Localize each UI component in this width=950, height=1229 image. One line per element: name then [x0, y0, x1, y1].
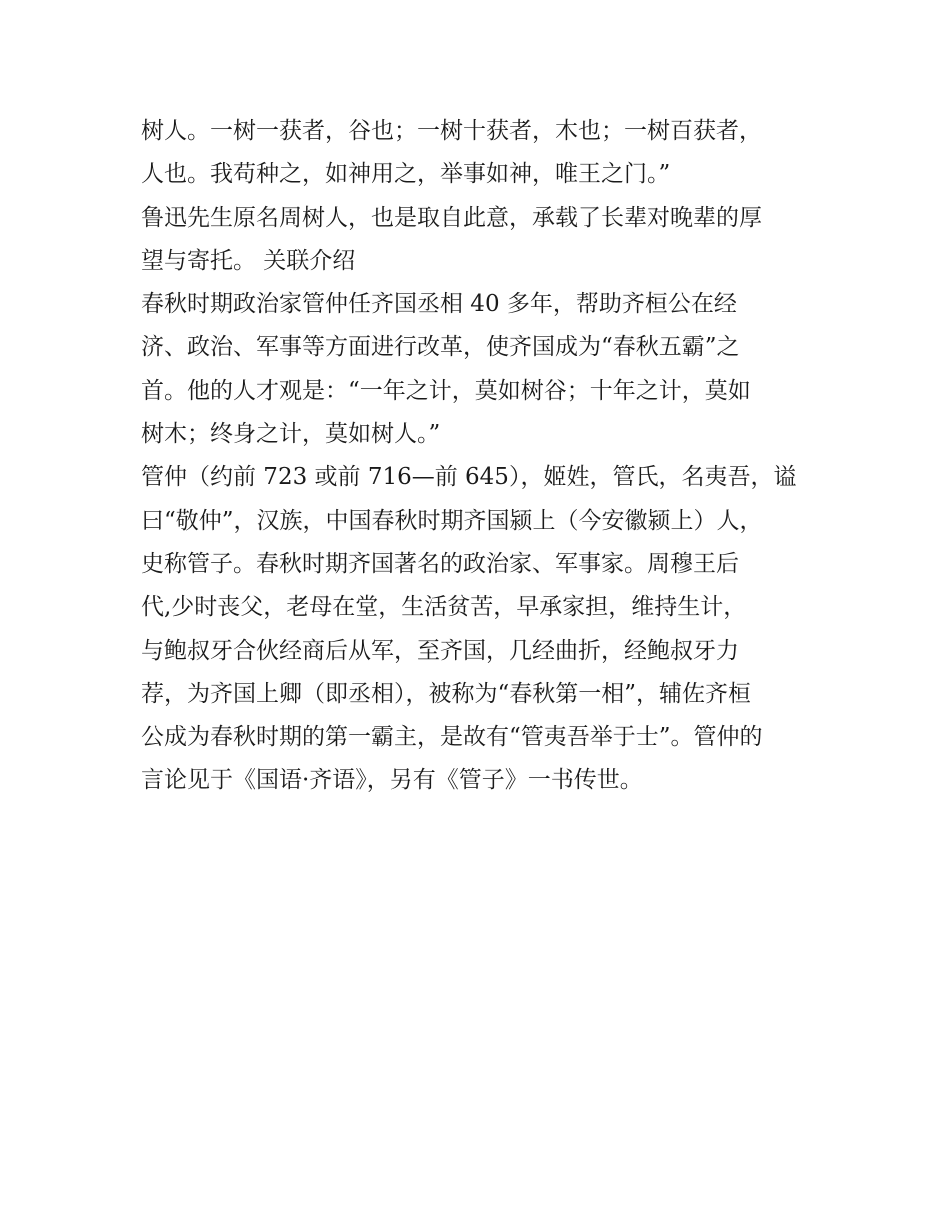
text-line: 人也。我苟种之，如神用之，举事如神，唯王之门。” — [141, 161, 671, 188]
text-line: 春秋时期政治家管仲任齐国丞相 40 多年，帮助齐桓公在经 — [141, 291, 737, 318]
text-line: 树人。一树一获者，谷也；一树十获者，木也；一树百获者， — [141, 118, 762, 144]
paragraph-1 — [141, 110, 821, 197]
text-line: 言论见于《国语·齐语》，另有《管子》一书传世。 — [141, 767, 643, 794]
document-body — [141, 110, 821, 803]
paragraph-4 — [141, 456, 821, 802]
text-line: 代,少时丧父，老母在堂，生活贫苦，早承家担，维持生计， — [141, 594, 747, 621]
text-line: 首。他的人才观是：“一年之计，莫如树谷；十年之计，莫如 — [141, 377, 751, 404]
text-line: 鲁迅先生原名周树人，也是取自此意，承载了长辈对晚辈的厚 — [141, 204, 762, 231]
text-line: 公成为春秋时期的第一霸主，是故有“管夷吾举于士”。管仲的 — [141, 724, 763, 751]
paragraph-3 — [141, 283, 821, 456]
text-line: 管仲（约前 723 或前 716—前 645），姬姓，管氏，名夷吾，谥 — [141, 464, 797, 491]
text-line: 望与寄托。 关联介绍 — [141, 247, 356, 274]
paragraph-2 — [141, 197, 821, 284]
text-line: 曰“敬仲”，汉族，中国春秋时期齐国颍上（今安徽颍上）人， — [141, 507, 763, 534]
text-line: 荐，为齐国上卿（即丞相），被称为“春秋第一相”，辅佐齐桓 — [141, 680, 752, 707]
text-line: 与鲍叔牙合伙经商后从军，至齐国，几经曲折，经鲍叔牙力 — [141, 637, 739, 664]
text-line: 树木；终身之计，莫如树人。” — [141, 421, 441, 448]
text-line: 史称管子。春秋时期齐国著名的政治家、军事家。周穆王后 — [141, 550, 739, 577]
text-line: 济、政治、军事等方面进行改革，使齐国成为“春秋五霸”之 — [141, 334, 740, 361]
